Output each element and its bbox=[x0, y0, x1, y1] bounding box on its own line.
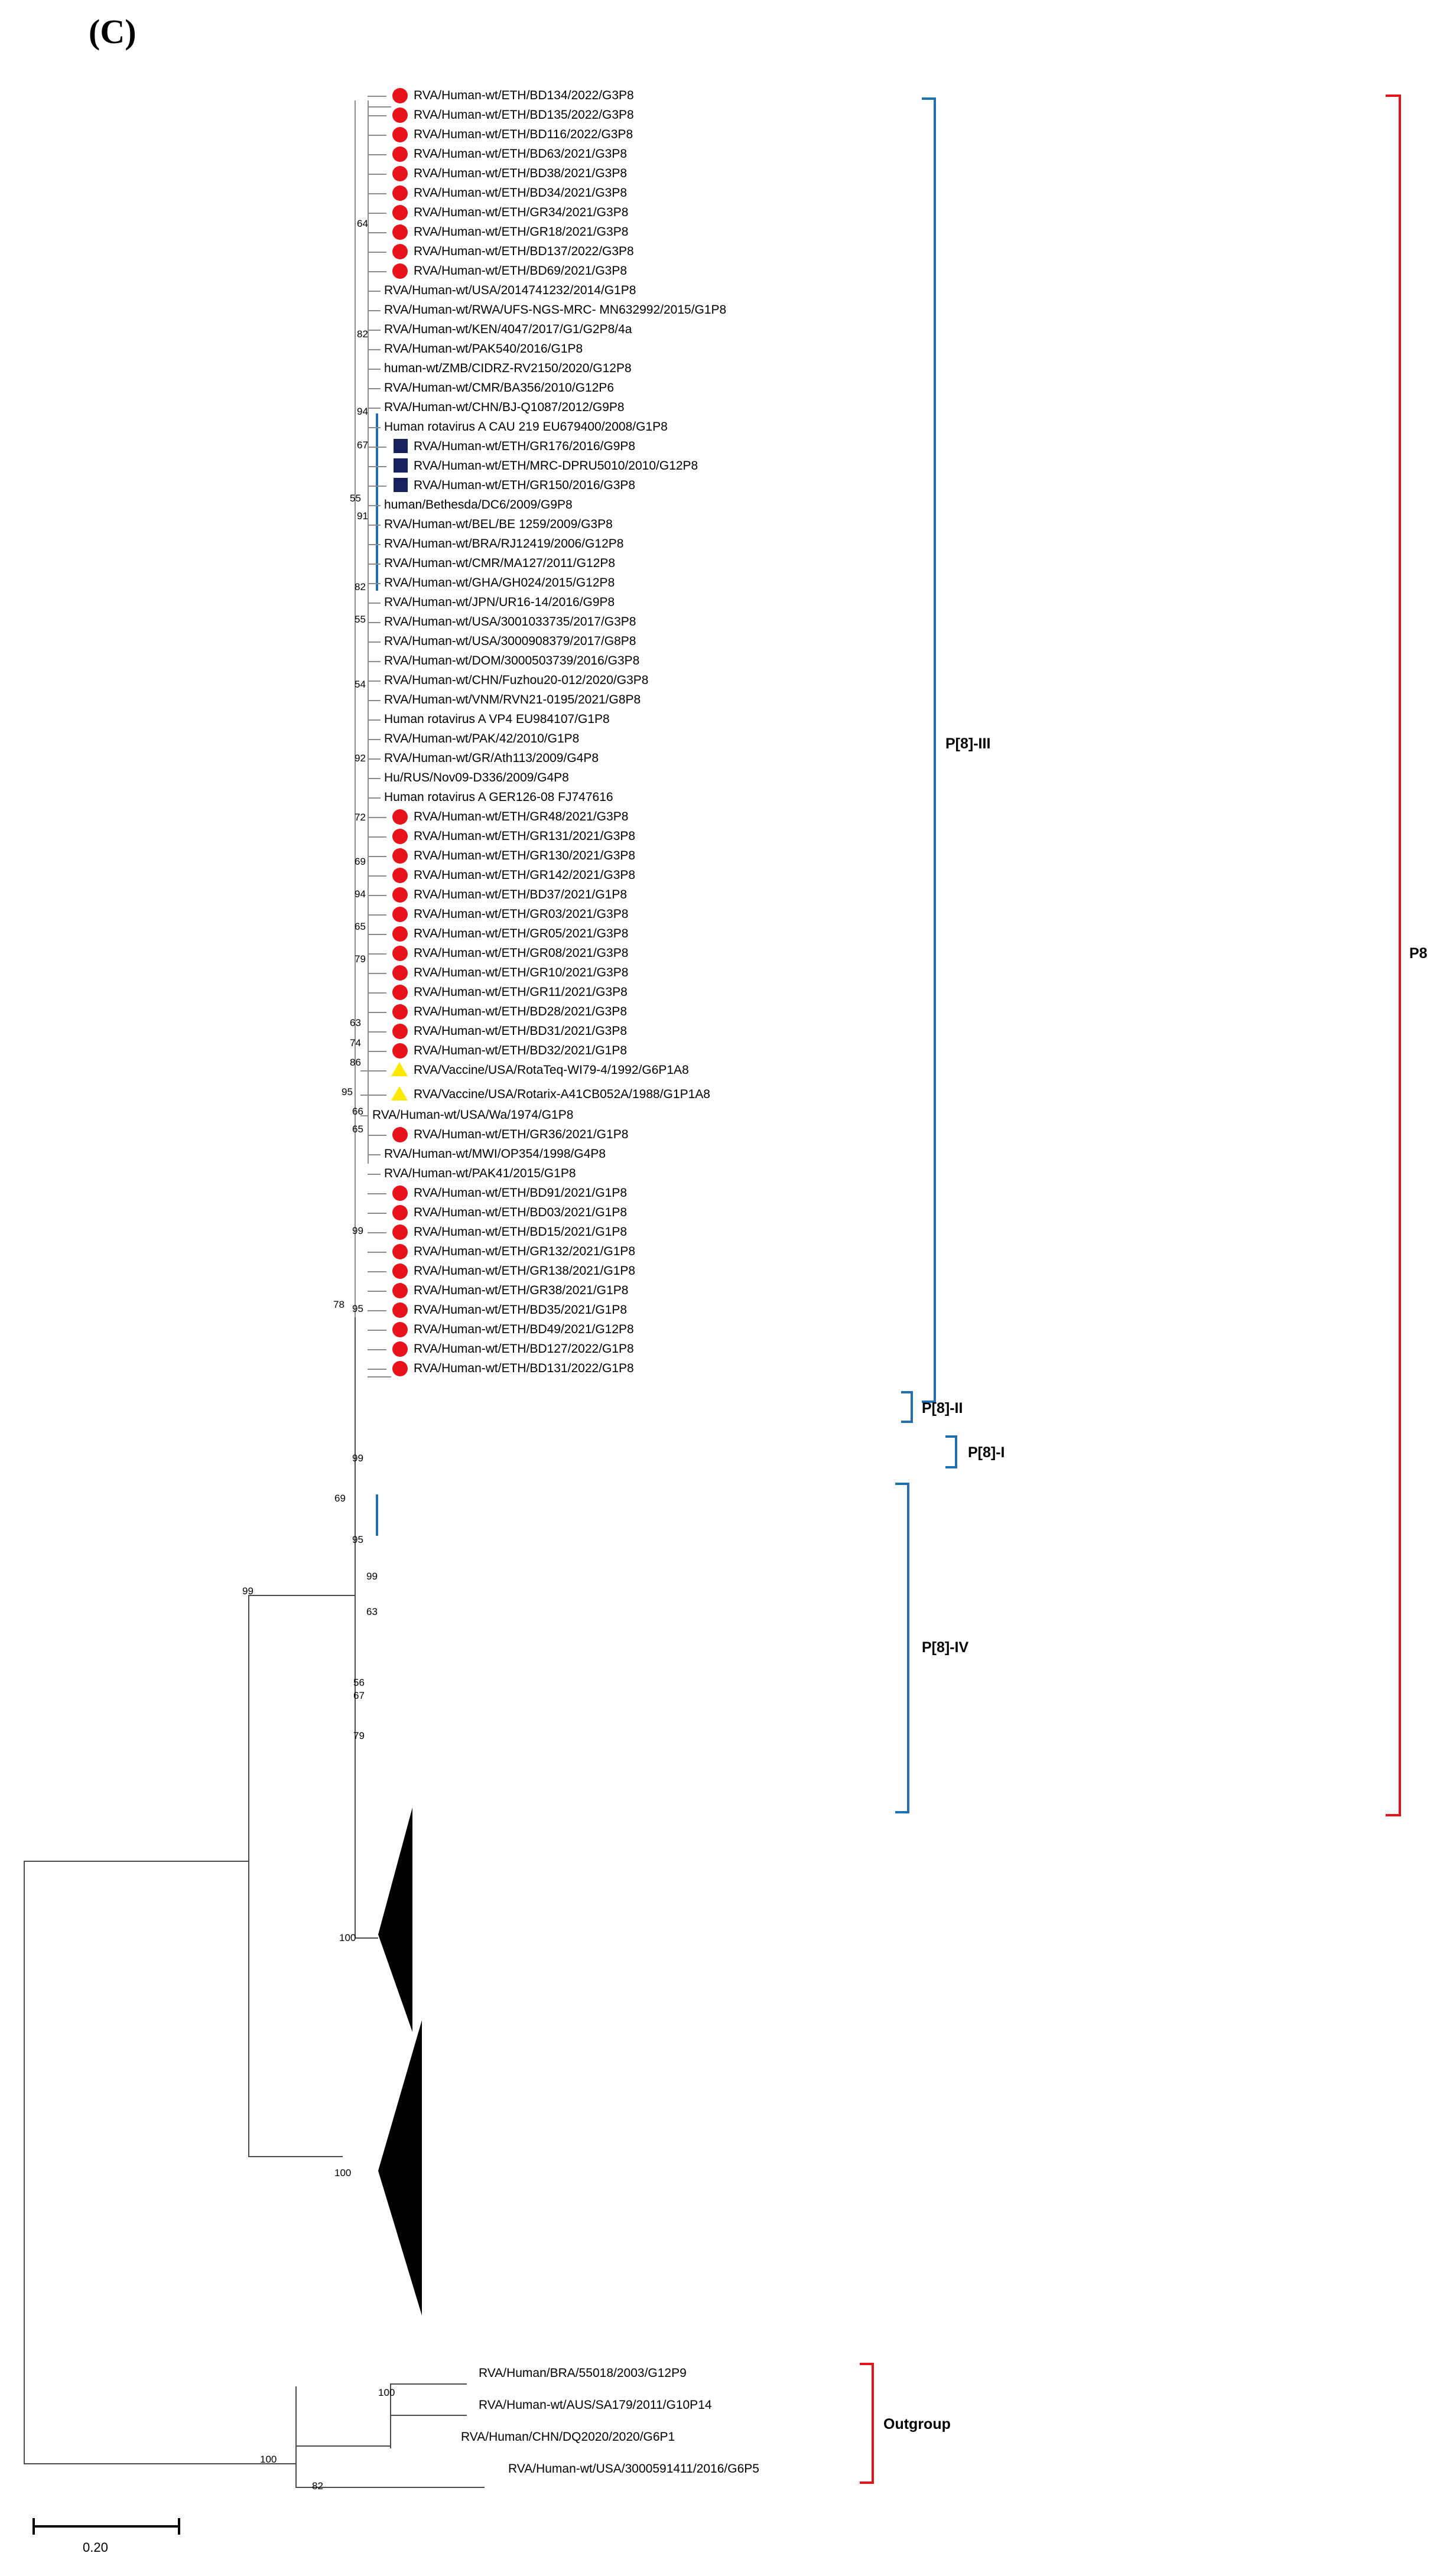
taxon-marker-red-circle bbox=[392, 205, 408, 220]
clade-label-p8-iii: P[8]-III bbox=[945, 735, 991, 752]
bootstrap-value: 100 bbox=[339, 1932, 356, 1943]
taxon-marker-red-circle bbox=[392, 1186, 408, 1201]
tree-tip-line bbox=[368, 934, 386, 935]
taxon-marker-red-circle bbox=[392, 887, 408, 903]
taxon-label: RVA/Human-wt/ETH/BD131/2022/G1P8 bbox=[414, 1362, 634, 1375]
tree-tip-line bbox=[368, 1291, 386, 1292]
taxon-label: RVA/Human-wt/ETH/BD49/2021/G12P8 bbox=[414, 1323, 634, 1336]
taxon-label: RVA/Human-wt/ETH/BD63/2021/G3P8 bbox=[414, 147, 628, 161]
bootstrap-value: 78 bbox=[333, 1299, 344, 1310]
tree-branch bbox=[355, 1300, 356, 1937]
taxon-label: RVA/Human-wt/ETH/BD32/2021/G1P8 bbox=[414, 1044, 628, 1057]
tree-tip-line bbox=[368, 778, 381, 779]
taxon-label: RVA/Human-wt/CHN/BJ-Q1087/2012/G9P8 bbox=[384, 400, 625, 414]
taxon-marker-red-circle bbox=[392, 1024, 408, 1039]
taxon-label: RVA/Human-wt/ETH/GR142/2021/G3P8 bbox=[414, 868, 636, 882]
taxon-label: RVA/Human-wt/ETH/GR48/2021/G3P8 bbox=[414, 810, 629, 823]
taxon-label: RVA/Human-wt/CHN/Fuzhou20-012/2020/G3P8 bbox=[384, 673, 649, 687]
scale-bar-tick-right bbox=[178, 2518, 180, 2535]
panel-label: (C) bbox=[89, 12, 136, 51]
tree-tip-line bbox=[368, 115, 386, 116]
tree-tip-line bbox=[368, 739, 381, 740]
bootstrap-value: 82 bbox=[357, 328, 368, 340]
taxon-marker-red-circle bbox=[392, 1283, 408, 1298]
taxon-label: RVA/Human-wt/GHA/GH024/2015/G12P8 bbox=[384, 576, 615, 590]
taxon-label: RVA/Human-wt/CMR/BA356/2010/G12P6 bbox=[384, 381, 615, 395]
taxon-label: RVA/Human-wt/ETH/BD137/2022/G3P8 bbox=[414, 245, 634, 258]
bootstrap-value: 63 bbox=[350, 1017, 361, 1028]
clade-bracket-p8-i bbox=[945, 1435, 957, 1468]
taxon-marker-red-circle bbox=[392, 1127, 408, 1142]
clade-bracket-p8 bbox=[1386, 95, 1401, 1816]
taxon-label: RVA/Human-wt/RWA/UFS-NGS-MRC- MN632992/2015/G1P8 bbox=[384, 303, 727, 317]
clade-bracket-outgroup bbox=[860, 2363, 874, 2484]
tree-tip-line bbox=[368, 856, 386, 857]
tree-tip-line bbox=[368, 1376, 391, 1377]
tree-tip-line bbox=[368, 1349, 386, 1350]
bootstrap-value: 65 bbox=[355, 921, 366, 932]
tree-tip-line bbox=[368, 427, 381, 428]
clade-label-p8-i: P[8]-I bbox=[968, 1444, 1005, 1461]
taxon-marker-red-circle bbox=[392, 146, 408, 162]
taxon-label: RVA/Human-wt/USA/Wa/1974/G1P8 bbox=[372, 1108, 574, 1122]
tree-tip-line bbox=[368, 973, 386, 974]
bootstrap-value: 63 bbox=[366, 1606, 378, 1617]
tree-tip-line bbox=[368, 1051, 386, 1052]
bootstrap-value: 67 bbox=[357, 439, 368, 451]
tree-tip-line bbox=[368, 330, 381, 331]
taxon-marker-red-circle bbox=[392, 224, 408, 240]
tree-tip-line bbox=[368, 106, 391, 108]
taxon-marker-red-circle bbox=[392, 88, 408, 103]
tree-tip-line bbox=[368, 564, 381, 565]
clade-bracket-p8-iv bbox=[895, 1483, 909, 1813]
tree-tip-line bbox=[368, 603, 381, 604]
taxon-marker-red-circle bbox=[392, 166, 408, 181]
taxon-label: RVA/Human-wt/ETH/GR03/2021/G3P8 bbox=[414, 907, 629, 921]
tree-branch bbox=[295, 2487, 485, 2488]
taxon-marker-red-circle bbox=[392, 868, 408, 883]
taxon-marker-blue-square bbox=[394, 458, 408, 473]
tree-tip-line bbox=[368, 388, 381, 389]
tree-branch bbox=[24, 1861, 248, 1862]
taxon-label: RVA/Human-wt/ETH/GR130/2021/G3P8 bbox=[414, 849, 636, 862]
taxon-label: RVA/Human-wt/ETH/GR150/2016/G3P8 bbox=[414, 478, 636, 492]
bootstrap-value: 95 bbox=[352, 1534, 363, 1545]
taxon-marker-red-circle bbox=[392, 108, 408, 123]
taxon-label: Human rotavirus A VP4 EU984107/G1P8 bbox=[384, 712, 610, 726]
taxon-label: RVA/Human-wt/ETH/BD37/2021/G1P8 bbox=[414, 888, 628, 901]
tree-tip-line bbox=[368, 1330, 386, 1331]
taxon-label: RVA/Human-wt/ETH/BD69/2021/G3P8 bbox=[414, 264, 628, 278]
taxon-label: Human rotavirus A GER126-08 FJ747616 bbox=[384, 790, 613, 804]
tree-tip-line bbox=[368, 486, 386, 487]
bootstrap-value: 99 bbox=[352, 1225, 363, 1236]
tree-branch bbox=[248, 1595, 249, 2156]
tree-tip-line bbox=[368, 466, 386, 467]
collapsed-clade-p4 bbox=[378, 1808, 414, 2035]
taxon-label: RVA/Human-wt/ETH/GR11/2021/G3P8 bbox=[414, 985, 628, 999]
taxon-label: RVA/Human-wt/ETH/GR36/2021/G1P8 bbox=[414, 1128, 629, 1141]
taxon-label: RVA/Human-wt/ETH/BD34/2021/G3P8 bbox=[414, 186, 628, 200]
scale-bar-tick-left bbox=[32, 2518, 35, 2535]
taxon-label: human/Bethesda/DC6/2009/G9P8 bbox=[384, 498, 573, 512]
taxon-label: RVA/Human-wt/ETH/GR05/2021/G3P8 bbox=[414, 927, 629, 940]
taxon-label: RVA/Human-wt/JPN/UR16-14/2016/G9P8 bbox=[384, 595, 615, 609]
taxon-marker-red-circle bbox=[392, 1225, 408, 1240]
bootstrap-value: 99 bbox=[352, 1453, 363, 1464]
tree-tip-line bbox=[368, 758, 381, 760]
taxon-label: RVA/Human-wt/ETH/BD31/2021/G3P8 bbox=[414, 1024, 628, 1038]
clade-bracket-p8-ii bbox=[901, 1391, 913, 1423]
taxon-label: RVA/Human-wt/PAK41/2015/G1P8 bbox=[384, 1167, 576, 1180]
taxon-label: RVA/Human-wt/ETH/MRC-DPRU5010/2010/G12P8 bbox=[414, 459, 698, 473]
bootstrap-value: 79 bbox=[355, 953, 366, 965]
bootstrap-value: 56 bbox=[353, 1677, 365, 1688]
bootstrap-value: 67 bbox=[353, 1690, 365, 1701]
taxon-marker-red-circle bbox=[392, 263, 408, 279]
tree-branch bbox=[295, 2445, 390, 2447]
taxon-label: RVA/Human-wt/ETH/GR132/2021/G1P8 bbox=[414, 1245, 636, 1258]
taxon-marker-red-circle bbox=[392, 926, 408, 942]
taxon-marker-blue-square bbox=[394, 478, 408, 492]
tree-tip-line bbox=[368, 544, 381, 545]
tree-tip-line bbox=[368, 1012, 386, 1013]
tree-tip-line bbox=[360, 1095, 386, 1096]
tree-tip-line bbox=[368, 349, 381, 350]
tree-tip-line bbox=[368, 700, 381, 701]
tree-tip-line bbox=[368, 213, 386, 214]
taxon-label: RVA/Human-wt/ETH/GR38/2021/G1P8 bbox=[414, 1284, 629, 1297]
taxon-label: RVA/Human-wt/ETH/BD38/2021/G3P8 bbox=[414, 167, 628, 180]
tree-tip-line bbox=[368, 583, 381, 584]
bootstrap-value: 55 bbox=[355, 614, 366, 625]
tree-tip-line bbox=[368, 232, 386, 233]
tree-tip-line bbox=[368, 797, 381, 799]
taxon-label: RVA/Human-wt/KEN/4047/2017/G1/G2P8/4a bbox=[384, 323, 632, 336]
scale-bar-label: 0.20 bbox=[83, 2540, 108, 2555]
taxon-label: RVA/Human-wt/ETH/BD135/2022/G3P8 bbox=[414, 108, 634, 122]
tree-tip-line bbox=[368, 836, 386, 838]
taxon-marker-red-circle bbox=[392, 1302, 408, 1318]
taxon-label: RVA/Human/BRA/55018/2003/G12P9 bbox=[479, 2366, 687, 2380]
clade-label-p8-iv: P[8]-IV bbox=[922, 1639, 969, 1656]
bootstrap-value: 82 bbox=[355, 581, 366, 592]
tree-tip-line bbox=[368, 1232, 386, 1233]
tree-tip-line bbox=[368, 719, 381, 721]
taxon-label: RVA/Human-wt/ETH/BD116/2022/G3P8 bbox=[414, 128, 633, 141]
tree-tip-line bbox=[368, 291, 381, 292]
taxon-label: RVA/Human-wt/ETH/BD28/2021/G3P8 bbox=[414, 1005, 628, 1018]
taxon-marker-red-circle bbox=[392, 965, 408, 981]
taxon-label: RVA/Human-wt/ETH/BD91/2021/G1P8 bbox=[414, 1186, 628, 1200]
clade-label-outgroup: Outgroup bbox=[883, 2416, 951, 2432]
taxon-label: RVA/Human-wt/ETH/BD03/2021/G1P8 bbox=[414, 1206, 628, 1219]
scale-bar bbox=[32, 2525, 180, 2528]
bootstrap-value: 65 bbox=[352, 1123, 363, 1135]
tree-tip-line bbox=[368, 680, 381, 682]
taxon-marker-red-circle bbox=[392, 1205, 408, 1220]
clade-bracket-p8-iii bbox=[922, 97, 936, 1403]
taxon-label: RVA/Human-wt/ETH/GR10/2021/G3P8 bbox=[414, 966, 629, 979]
tree-tip-line bbox=[368, 1369, 386, 1370]
taxon-label: RVA/Human-wt/BRA/RJ12419/2006/G12P8 bbox=[384, 537, 624, 551]
clade-label-p8-ii: P[8]-II bbox=[922, 1400, 963, 1416]
tree-tip-line bbox=[368, 96, 386, 97]
taxon-label: human-wt/ZMB/CIDRZ-RV2150/2020/G12P8 bbox=[384, 362, 632, 375]
tree-tip-line bbox=[368, 525, 381, 526]
taxon-marker-red-circle bbox=[392, 907, 408, 922]
tree-tip-line bbox=[368, 661, 381, 662]
taxon-marker-red-circle bbox=[392, 829, 408, 844]
tree-branch bbox=[390, 2383, 467, 2385]
tree-tip-line bbox=[368, 310, 381, 311]
tree-branch bbox=[390, 2415, 467, 2416]
taxon-marker-red-circle bbox=[392, 1244, 408, 1259]
bootstrap-value: 79 bbox=[353, 1730, 365, 1741]
taxon-label: RVA/Human-wt/ETH/GR34/2021/G3P8 bbox=[414, 206, 629, 219]
taxon-label: RVA/Vaccine/USA/Rotarix-A41CB052A/1988/G1P1A8 bbox=[414, 1087, 710, 1101]
taxon-label: RVA/Human-wt/ETH/BD134/2022/G3P8 bbox=[414, 89, 634, 102]
tree-tip-line bbox=[368, 641, 381, 643]
bootstrap-value: 86 bbox=[350, 1057, 361, 1068]
tree-tip-line bbox=[368, 914, 386, 916]
taxon-marker-red-circle bbox=[392, 946, 408, 961]
bootstrap-value: 94 bbox=[357, 406, 368, 417]
tree-tip-line bbox=[368, 252, 386, 253]
taxon-label: RVA/Human-wt/USA/3001033735/2017/G3P8 bbox=[384, 615, 636, 628]
tree-branch bbox=[295, 2386, 297, 2487]
tree-tip-line bbox=[368, 895, 386, 896]
taxon-label: RVA/Human-wt/ETH/BD127/2022/G1P8 bbox=[414, 1342, 634, 1356]
taxon-marker-red-circle bbox=[392, 809, 408, 825]
taxon-marker-yellow-triangle bbox=[391, 1062, 408, 1076]
taxon-marker-red-circle bbox=[392, 1263, 408, 1279]
bootstrap-value: 66 bbox=[352, 1106, 363, 1117]
bootstrap-value: 100 bbox=[260, 2454, 277, 2465]
tree-branch bbox=[248, 2156, 343, 2157]
taxon-marker-yellow-triangle bbox=[391, 1086, 408, 1100]
bootstrap-value: 95 bbox=[352, 1303, 363, 1314]
taxon-marker-red-circle bbox=[392, 185, 408, 201]
taxon-label: RVA/Human-wt/VNM/RVN21-0195/2021/G8P8 bbox=[384, 693, 641, 706]
tree-tip-line bbox=[368, 992, 386, 994]
tree-tip-line bbox=[368, 1135, 386, 1136]
tree-tip-line bbox=[368, 1193, 386, 1194]
tree-tip-line bbox=[368, 174, 386, 175]
taxon-label: RVA/Human-wt/AUS/SA179/2011/G10P14 bbox=[479, 2398, 712, 2412]
taxon-marker-red-circle bbox=[392, 1361, 408, 1376]
tree-tip-line bbox=[368, 271, 386, 272]
tree-tip-line bbox=[368, 505, 381, 506]
taxon-label: RVA/Human-wt/ETH/GR08/2021/G3P8 bbox=[414, 946, 629, 960]
tree-tip-line bbox=[368, 817, 386, 818]
tree-branch bbox=[24, 1861, 25, 2463]
taxon-label: RVA/Human-wt/PAK540/2016/G1P8 bbox=[384, 342, 583, 356]
taxon-label: RVA/Human/CHN/DQ2020/2020/G6P1 bbox=[461, 2430, 675, 2444]
tree-tip-line bbox=[368, 875, 386, 877]
taxon-marker-red-circle bbox=[392, 1043, 408, 1059]
taxon-marker-blue-square bbox=[394, 439, 408, 453]
tree-tip-line bbox=[368, 1271, 386, 1272]
taxon-label: Hu/RUS/Nov09-D336/2009/G4P8 bbox=[384, 771, 569, 784]
tree-branch bbox=[355, 1937, 378, 1939]
bootstrap-value: 55 bbox=[350, 493, 361, 504]
bootstrap-value: 99 bbox=[366, 1571, 378, 1582]
taxon-label: RVA/Human-wt/ETH/GR131/2021/G3P8 bbox=[414, 829, 636, 843]
taxon-marker-red-circle bbox=[392, 985, 408, 1000]
clade-label-p8: P8 bbox=[1409, 945, 1428, 962]
tree-tip-line bbox=[368, 1213, 386, 1214]
taxon-label: RVA/Human-wt/DOM/3000503739/2016/G3P8 bbox=[384, 654, 640, 667]
tree-tip-line bbox=[368, 622, 381, 623]
bootstrap-value: 94 bbox=[355, 888, 366, 900]
bootstrap-value: 100 bbox=[378, 2387, 395, 2398]
taxon-marker-red-circle bbox=[392, 1004, 408, 1020]
taxon-label: RVA/Human-wt/CMR/MA127/2011/G12P8 bbox=[384, 556, 616, 570]
taxon-label: RVA/Human-wt/USA/3000591411/2016/G6P5 bbox=[508, 2462, 759, 2476]
bootstrap-value: 69 bbox=[334, 1493, 346, 1504]
bootstrap-value: 64 bbox=[357, 218, 368, 229]
tree-tip-line bbox=[368, 408, 381, 409]
bootstrap-value: 69 bbox=[355, 856, 366, 867]
bootstrap-value: 92 bbox=[355, 753, 366, 764]
tree-tip-line bbox=[368, 1252, 386, 1253]
taxon-marker-red-circle bbox=[392, 848, 408, 864]
bootstrap-value: 82 bbox=[312, 2480, 323, 2492]
tree-tip-line bbox=[368, 1154, 381, 1155]
taxon-marker-red-circle bbox=[392, 1341, 408, 1357]
taxon-label: RVA/Human-wt/MWI/OP354/1998/G4P8 bbox=[384, 1147, 606, 1161]
taxon-label: RVA/Human-wt/ETH/GR18/2021/G3P8 bbox=[414, 225, 629, 239]
bootstrap-value: 100 bbox=[334, 2167, 352, 2178]
tree-tip-line bbox=[368, 369, 381, 370]
taxon-label: RVA/Human-wt/USA/3000908379/2017/G8P8 bbox=[384, 634, 636, 648]
tree-tip-line bbox=[368, 953, 386, 955]
clade-label-p4: P4 bbox=[381, 1924, 399, 1941]
taxon-label: RVA/Human-wt/GR/Ath113/2009/G4P8 bbox=[384, 751, 599, 765]
clade-label-p6: P6 bbox=[381, 2159, 399, 2176]
taxon-label: RVA/Human-wt/ETH/GR176/2016/G9P8 bbox=[414, 439, 636, 453]
tree-branch bbox=[24, 2463, 272, 2464]
tree-tip-line bbox=[368, 1174, 381, 1175]
taxon-label: RVA/Vaccine/USA/RotaTeq-WI79-4/1992/G6P1A8 bbox=[414, 1063, 689, 1077]
taxon-label: RVA/Human-wt/USA/2014741232/2014/G1P8 bbox=[384, 284, 636, 297]
tree-tip-line bbox=[360, 1070, 386, 1072]
tree-branch bbox=[355, 100, 356, 1317]
tree-tip-line bbox=[368, 154, 386, 155]
tree-tip-line bbox=[368, 193, 386, 194]
bootstrap-value: 95 bbox=[342, 1086, 353, 1098]
taxon-label: Human rotavirus A CAU 219 EU679400/2008/G1P8 bbox=[384, 420, 668, 434]
bootstrap-value: 99 bbox=[242, 1585, 253, 1597]
taxon-label: RVA/Human-wt/PAK/42/2010/G1P8 bbox=[384, 732, 580, 745]
tree-tip-line bbox=[368, 1031, 386, 1033]
tree-tip-line bbox=[368, 1310, 386, 1311]
taxon-label: RVA/Human-wt/BEL/BE 1259/2009/G3P8 bbox=[384, 517, 613, 531]
tree-branch-highlight bbox=[376, 1494, 378, 1536]
bootstrap-value: 72 bbox=[355, 812, 366, 823]
tree-branch bbox=[368, 100, 369, 1164]
taxon-marker-red-circle bbox=[392, 244, 408, 259]
tree-branch bbox=[248, 1595, 355, 1596]
bootstrap-value: 74 bbox=[350, 1037, 361, 1048]
tree-tip-line bbox=[368, 447, 386, 448]
taxon-label: RVA/Human-wt/ETH/BD15/2021/G1P8 bbox=[414, 1225, 628, 1239]
taxon-marker-red-circle bbox=[392, 1322, 408, 1337]
taxon-label: RVA/Human-wt/ETH/BD35/2021/G1P8 bbox=[414, 1303, 628, 1317]
taxon-marker-red-circle bbox=[392, 127, 408, 142]
tree-tip-line bbox=[368, 135, 386, 136]
bootstrap-value: 91 bbox=[357, 510, 368, 522]
taxon-label: RVA/Human-wt/ETH/GR138/2021/G1P8 bbox=[414, 1264, 636, 1278]
bootstrap-value: 54 bbox=[355, 679, 366, 690]
